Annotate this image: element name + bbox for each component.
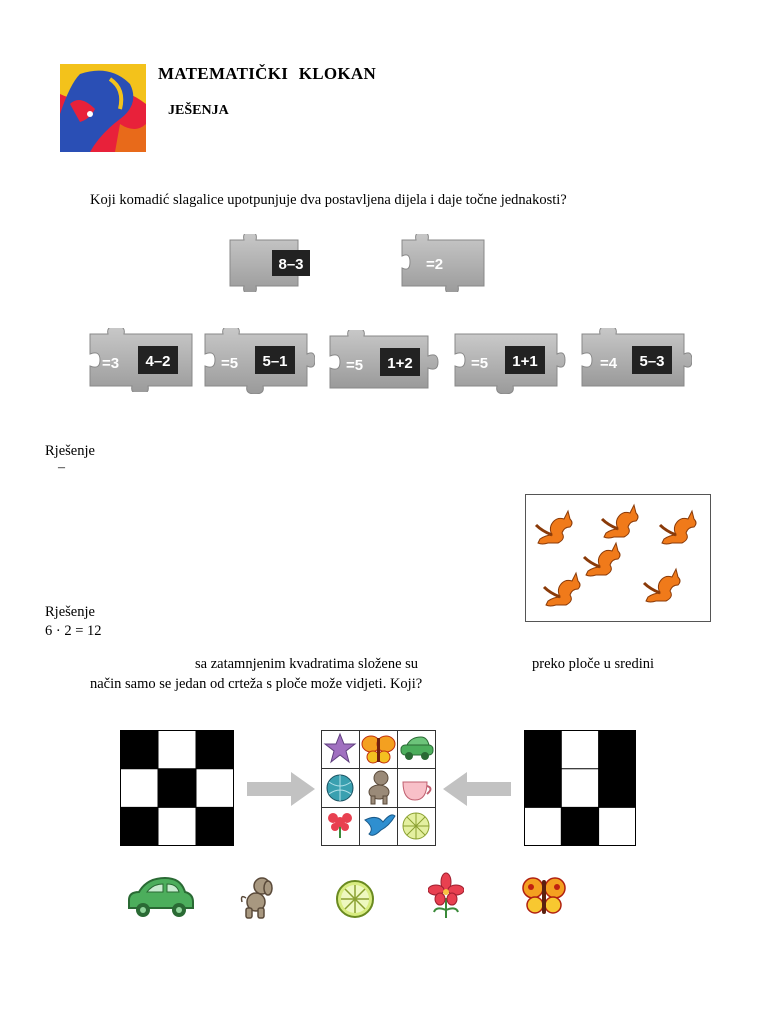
picture-board xyxy=(321,730,436,846)
option-d-right: 1+1 xyxy=(512,353,538,370)
option-c-right: 1+2 xyxy=(387,355,413,372)
given-piece-left xyxy=(228,234,320,292)
answer-dog-icon[interactable] xyxy=(238,876,278,920)
butterfly-icon xyxy=(362,736,395,763)
option-piece-b[interactable] xyxy=(203,328,315,394)
option-e-left: =4 xyxy=(600,355,618,372)
kangaroo-logo xyxy=(60,64,146,152)
option-b-right: 5–1 xyxy=(262,353,288,370)
answer-butterfly-icon[interactable] xyxy=(522,876,566,916)
arrow-left-icon xyxy=(443,772,511,806)
given-right-expr: =2 xyxy=(426,256,444,273)
answer-lemon-icon[interactable] xyxy=(334,878,376,920)
option-piece-c[interactable] xyxy=(328,330,440,394)
lemon-icon xyxy=(403,813,429,839)
option-b-left: =5 xyxy=(221,355,239,372)
left-mask-grid xyxy=(120,730,234,846)
answer-car-icon[interactable] xyxy=(125,876,195,920)
option-a-left: =3 xyxy=(102,355,120,372)
kangaroo-icon xyxy=(644,569,680,602)
kangaroo-icon xyxy=(660,511,696,544)
right-mask-grid xyxy=(524,730,636,846)
ball-icon xyxy=(327,775,353,801)
kangaroo-icon xyxy=(602,505,638,538)
option-e-right: 5–3 xyxy=(639,353,665,370)
kangaroo-icon xyxy=(584,543,620,576)
kangaroo-picture xyxy=(525,494,711,622)
option-piece-a[interactable] xyxy=(88,328,198,392)
option-d-left: =5 xyxy=(471,355,489,372)
solution-2-label: Rješenje xyxy=(45,604,95,620)
solution-1-label: Rješenje xyxy=(45,443,95,459)
solution-2-value: 6 · 2 = 12 xyxy=(45,623,102,639)
option-piece-e[interactable] xyxy=(580,328,692,394)
solution-1-value: – xyxy=(58,460,65,475)
page-subtitle: JEŠENJA xyxy=(168,103,229,118)
given-piece-right xyxy=(398,234,490,292)
question-3-text-part3: način samo se jedan od crteža s ploče može vidjeti. Koji? xyxy=(90,676,423,692)
question-3-text-part1: sa zatamnjenim kvadratima složene su xyxy=(195,656,419,672)
option-piece-d[interactable] xyxy=(453,328,567,394)
page-title: MATEMATIČKI KLOKAN xyxy=(158,64,377,83)
arrow-right-icon xyxy=(247,772,317,806)
option-a-right: 4–2 xyxy=(145,353,171,370)
option-c-left: =5 xyxy=(346,357,364,374)
question-3-text-part2: preko ploče u sredini xyxy=(532,656,655,672)
answer-flower-icon[interactable] xyxy=(428,872,464,920)
kangaroo-icon xyxy=(536,511,572,544)
given-left-expr: 8–3 xyxy=(278,256,304,273)
question-1-text: Koji komadić slagalice upotpunjuje dva postavljena dijela i daje točne jednakosti? xyxy=(90,192,567,208)
kangaroo-icon xyxy=(544,573,580,606)
